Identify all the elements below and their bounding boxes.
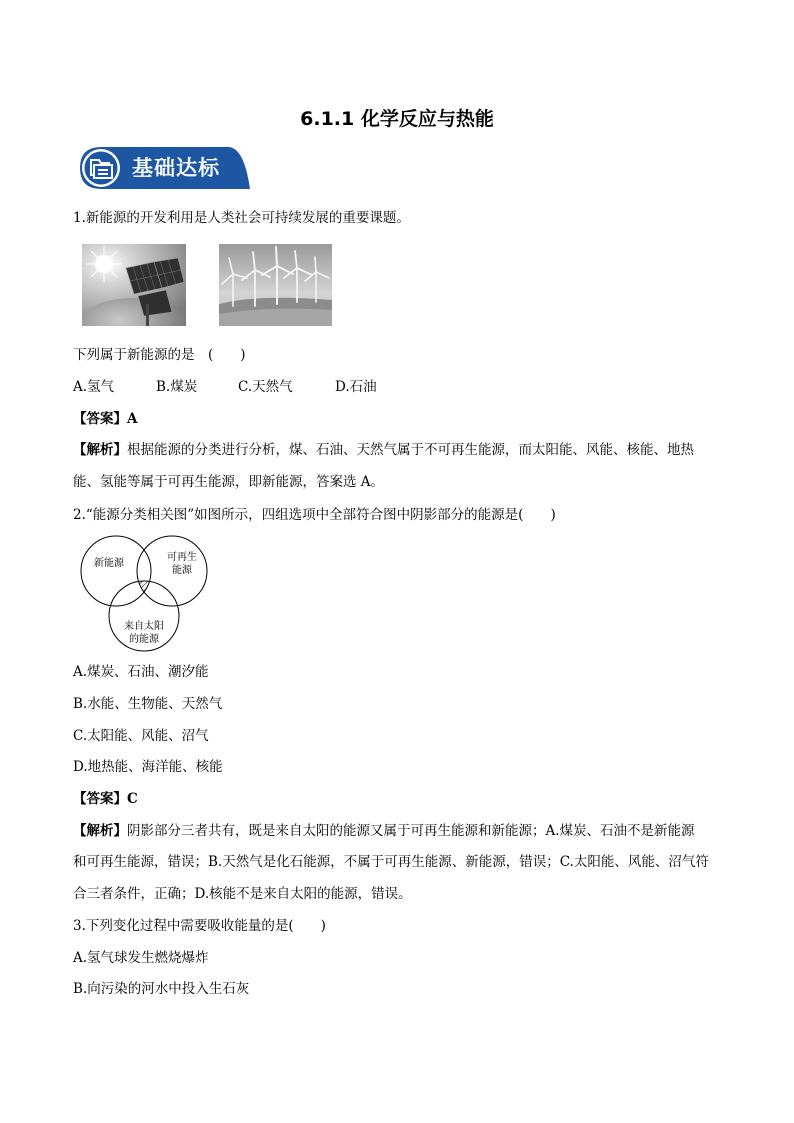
q2-analysis-line-2: 和可再生能源，错误；B.天然气是化石能源，不属于可再生能源、新能源，错误；C.太阳能、风能、沼气符: [73, 854, 709, 870]
q1-analysis-text-1: 根据能源的分类进行分析，煤、石油、天然气属于不可再生能源，而太阳能、风能、核能、地热: [127, 442, 694, 458]
q2-option-a: A.煤炭、石油、潮汐能: [73, 664, 209, 680]
q1-option-d: D.石油: [335, 379, 377, 395]
venn-label-renewable-2: 能源: [172, 565, 192, 576]
venn-label-solar-1: 来自太阳: [124, 621, 164, 632]
q3-option-b: B.向污染的河水中投入生石灰: [73, 981, 250, 997]
q2-analysis-line-3: 合三者条件，正确；D.核能不是来自太阳的能源，错误。: [73, 886, 412, 902]
q3-option-a: A.氢气球发生燃烧爆炸: [73, 950, 209, 966]
section-badge-label: 基础达标: [132, 156, 220, 180]
venn-label-renewable-1: 可再生: [167, 552, 197, 563]
section-badge: [78, 145, 252, 191]
q2-option-d: D.地热能、海洋能、核能: [73, 759, 223, 775]
q1-option-c: C.天然气: [238, 379, 293, 395]
q1-analysis-line-1: [73, 441, 694, 459]
q2-option-c: C.太阳能、风能、沼气: [73, 728, 209, 744]
q1-option-a: A.氢气: [73, 379, 115, 395]
q1-stem: 1.新能源的开发利用是人类社会可持续发展的重要课题。: [73, 210, 410, 226]
wind-turbine-image: [219, 244, 332, 326]
q1-option-b: B.煤炭: [156, 379, 198, 395]
q2-stem: 2.“能源分类相关图”如图所示，四组选项中全部符合图中阴影部分的能源是( ): [73, 507, 556, 523]
page-title: 6.1.1 化学反应与热能: [300, 108, 494, 130]
q1-prompt: 下列属于新能源的是 ( ): [73, 347, 246, 363]
q2-answer: 【答案】C: [73, 791, 138, 807]
q3-stem: 3.下列变化过程中需要吸收能量的是( ): [73, 918, 326, 934]
venn-label-solar-2: 的能源: [129, 634, 159, 645]
q2-option-b: B.水能、生物能、天然气: [73, 696, 223, 712]
q2-analysis-text-1: 阴影部分三者共有，既是来自太阳的能源又属于可再生能源和新能源；A.煤炭、石油不是新能源: [127, 823, 695, 839]
q1-analysis-line-2: 能、氢能等属于可再生能源，即新能源，答案选 A。: [73, 474, 385, 490]
solar-panel-image: [82, 244, 186, 326]
q1-options: [73, 378, 473, 396]
q2-analysis-line-1: [73, 822, 695, 840]
venn-label-new-energy: 新能源: [94, 558, 124, 569]
venn-diagram: [76, 534, 212, 652]
q2-analysis-label: 【解析】: [73, 823, 127, 839]
q1-analysis-label: 【解析】: [73, 442, 127, 458]
q1-answer: 【答案】A: [73, 411, 138, 427]
